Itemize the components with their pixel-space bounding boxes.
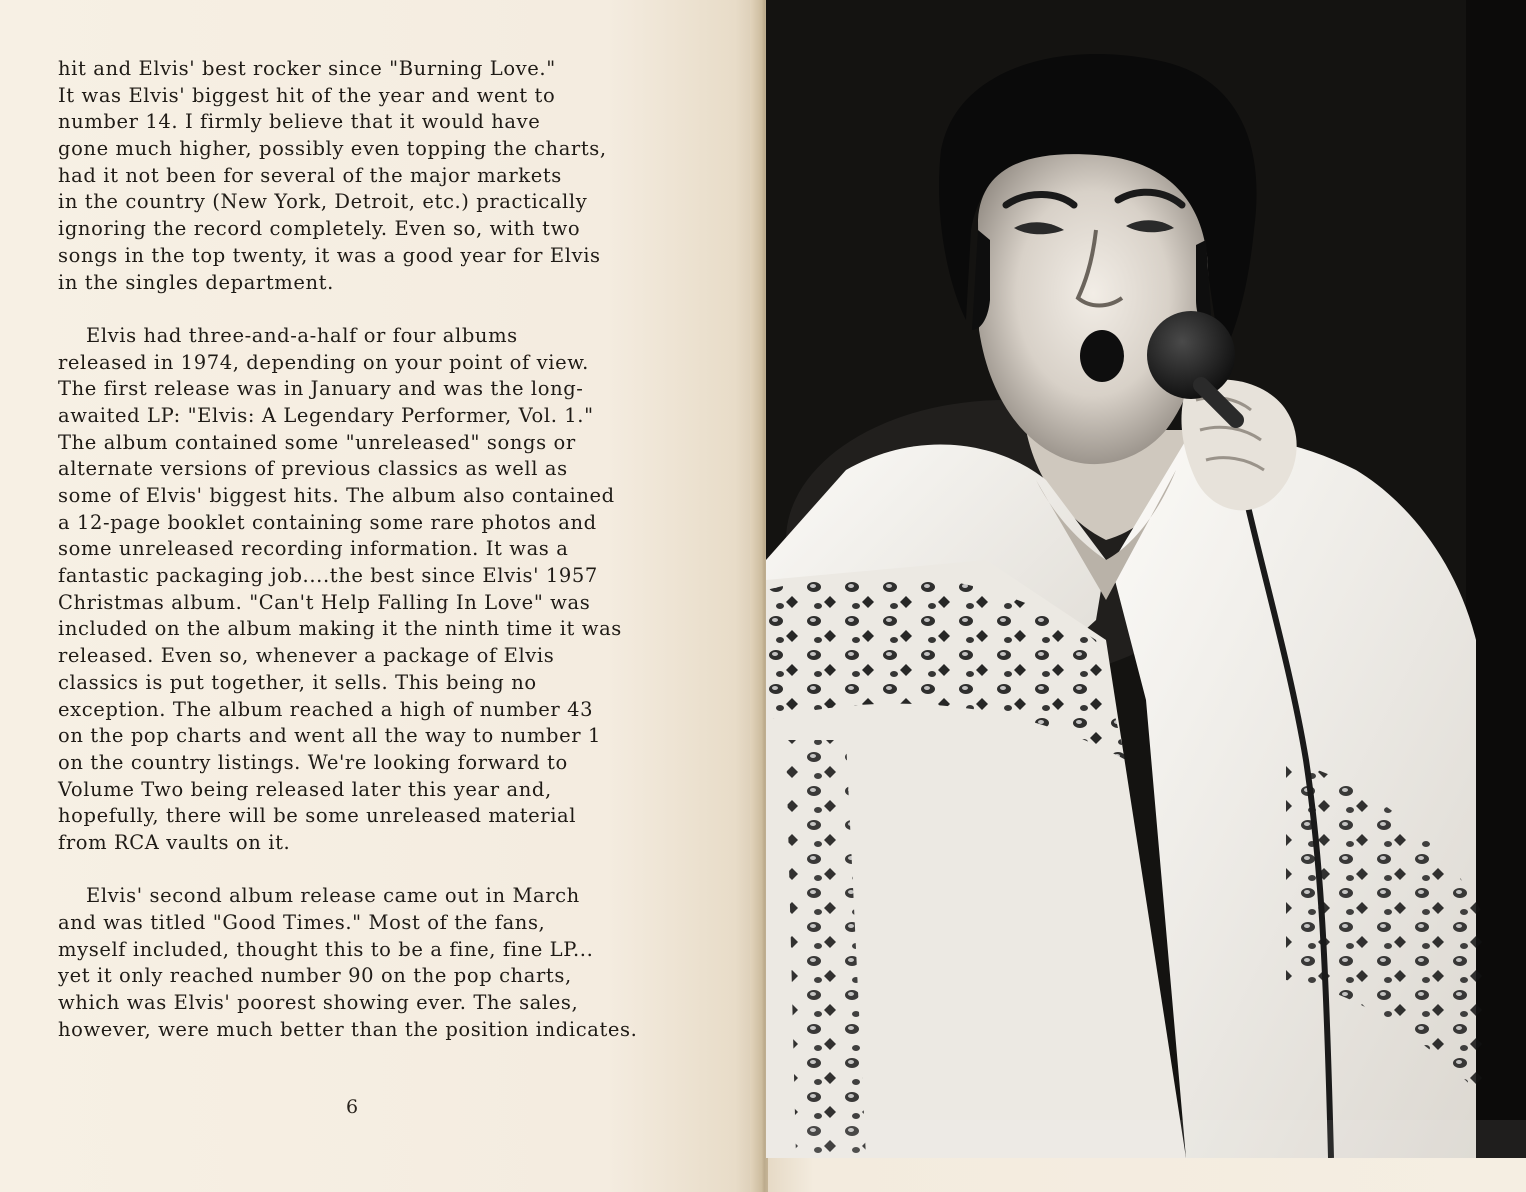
- text-line: alternate versions of previous classics as well as: [58, 457, 568, 481]
- text-line: some unreleased recording information. It was a: [58, 537, 569, 561]
- text-line: classics is put together, it sells. This being no: [58, 670, 537, 694]
- text-line: awaited LP: "Elvis: A Legendary Performer, Vol. 1.": [58, 403, 594, 427]
- text-line: Elvis' second album release came out in March: [86, 884, 580, 908]
- paragraph-1: [58, 56, 718, 296]
- text-line: which was Elvis' poorest showing ever. The sales,: [58, 991, 579, 1015]
- paragraph-3: [58, 883, 718, 1043]
- paragraph-2: [58, 323, 718, 857]
- text-line: hopefully, there will be some unreleased material: [58, 804, 577, 828]
- text-line: ignoring the record completely. Even so, with two: [58, 217, 581, 241]
- text-line: released. Even so, whenever a package of Elvis: [58, 644, 555, 668]
- page-number: 6: [346, 1096, 359, 1118]
- text-line: The first release was in January and was the long-: [58, 377, 584, 401]
- text-line: however, were much better than the position indicates.: [58, 1017, 638, 1041]
- text-line: yet it only reached number 90 on the pop charts,: [58, 964, 572, 988]
- text-line: number 14. I firmly believe that it would have: [58, 110, 541, 134]
- text-line: fantastic packaging job....the best since Elvis' 1957: [58, 564, 598, 588]
- text-line: released in 1974, depending on your point of view.: [58, 350, 589, 374]
- text-line: from RCA vaults on it.: [58, 830, 291, 854]
- text-line: Volume Two being released later this year and,: [58, 777, 552, 801]
- left-page: [0, 0, 758, 1192]
- text-line: Christmas album. "Can't Help Falling In Love" was: [58, 590, 591, 614]
- text-line: myself included, thought this to be a fine, fine LP...: [58, 937, 594, 961]
- text-line: had it not been for several of the major markets: [58, 163, 562, 187]
- text-line: a 12-page booklet containing some rare photos and: [58, 510, 597, 534]
- text-line: and was titled "Good Times." Most of the fans,: [58, 911, 546, 934]
- text-line: in the country (New York, Detroit, etc.) practically: [58, 190, 588, 214]
- text-line: on the pop charts and went all the way to number 1: [58, 724, 601, 748]
- text-line: exception. The album reached a high of number 43: [58, 697, 594, 721]
- text-line: songs in the top twenty, it was a good year for Elvis: [58, 243, 601, 267]
- text-line: Elvis had three-and-a-half or four albums: [86, 323, 518, 347]
- text-line: some of Elvis' biggest hits. The album also contained: [58, 484, 615, 507]
- article-text: [58, 56, 718, 1043]
- text-line: hit and Elvis' best rocker since "Burning Love.": [58, 57, 556, 80]
- text-line: It was Elvis' biggest hit of the year and went to: [58, 83, 556, 107]
- text-line: included on the album making it the ninth time it was: [58, 617, 622, 641]
- text-line: on the country listings. We're looking forward to: [58, 750, 568, 774]
- text-line: The album contained some "unreleased" songs or: [58, 430, 576, 454]
- text-line: gone much higher, possibly even topping the charts,: [58, 137, 607, 161]
- elvis-concert-photo: [766, 0, 1526, 1158]
- text-line: in the singles department.: [58, 270, 334, 294]
